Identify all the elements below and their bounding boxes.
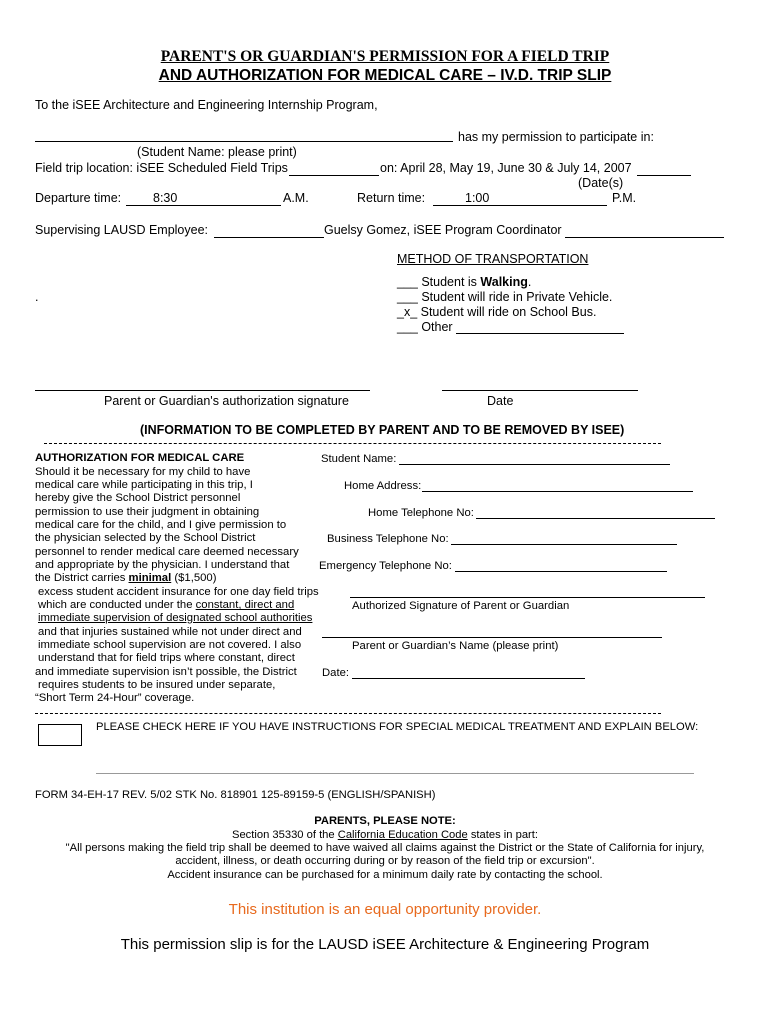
section-reference — [0, 829, 770, 841]
trip-dates-line — [637, 175, 691, 176]
section-prefix: Section 35330 of the — [231, 829, 338, 841]
medical-line: understand that for field trips where constant, direct — [38, 652, 295, 664]
auth-signature-label: Authorized Signature of Parent or Guardian — [352, 600, 570, 612]
option-other[interactable]: ___ Other — [397, 320, 453, 334]
medical-line: immediate school supervision are not covered. I also — [38, 639, 302, 651]
signature-date-label: Date — [487, 394, 514, 408]
medical-line: and that injuries sustained while not under direct and — [38, 626, 302, 638]
option-walking-prefix: ___ Student is — [397, 275, 481, 289]
guardian-name-label: Parent or Guardian’s Name (please print) — [352, 640, 559, 652]
parent-signature-field[interactable] — [35, 390, 370, 391]
home-phone-field[interactable] — [476, 518, 715, 519]
student-name-contact-field[interactable] — [399, 464, 670, 465]
equal-opportunity-statement: This institution is an equal opportunity provider. — [228, 901, 542, 918]
california-education-code: California Education Code — [337, 829, 468, 841]
departure-time-field[interactable] — [126, 205, 281, 206]
info-heading: (INFORMATION TO BE COMPLETED BY PARENT AND TO BE REMOVED BY ISEE) — [140, 423, 625, 437]
medical-line: and immediate supervision isn’t possible, the District — [35, 666, 297, 678]
auth-signature-field[interactable] — [350, 597, 705, 598]
medical-line: the physician selected by the School District — [35, 532, 256, 544]
permission-text: has my permission to participate in: — [458, 130, 654, 144]
medical-line: personnel to render medical care deemed necessary — [35, 546, 299, 558]
dates-label: (Date(s) — [578, 176, 624, 190]
addressee: To the iSEE Architecture and Engineering Internship Program, — [35, 98, 378, 112]
conducted-prefix: which are conducted under the — [38, 599, 196, 611]
student-name-field[interactable] — [35, 141, 453, 142]
footer-statement: This permission slip is for the LAUSD iSEE Architecture & Engineering Program — [120, 936, 650, 953]
contact-date-label: Date: — [322, 667, 350, 679]
signature-date-field[interactable] — [442, 390, 638, 391]
home-phone-label: Home Telephone No: — [368, 507, 474, 519]
business-phone-field[interactable] — [451, 544, 677, 545]
medical-line-conducted — [38, 599, 294, 612]
home-address-field[interactable] — [422, 491, 693, 492]
conducted-underlined: constant, direct and — [195, 599, 295, 611]
option-walking-suffix: . — [527, 275, 532, 289]
special-treatment-checkbox[interactable] — [38, 724, 82, 746]
trip-dates: on: April 28, May 19, June 30 & July 14, 2007 — [380, 161, 632, 175]
cut-line-top — [44, 443, 661, 444]
option-walking-bold: Walking — [480, 275, 528, 289]
option-walking[interactable] — [397, 275, 531, 289]
contact-date-field[interactable] — [352, 678, 585, 679]
transportation-heading: METHOD OF TRANSPORTATION — [397, 252, 589, 266]
supervisor-label: Supervising LAUSD Employee: — [35, 223, 208, 237]
am-label: A.M. — [283, 191, 309, 205]
pm-label: P.M. — [612, 191, 637, 205]
medical-line-district — [35, 572, 216, 585]
special-treatment-explain-field[interactable] — [96, 773, 694, 774]
emergency-phone-label: Emergency Telephone No: — [319, 560, 452, 572]
form-number: FORM 34-EH-17 REV. 5/02 STK No. 818901 125-89159-5 (ENGLISH/SPANISH) — [35, 789, 436, 801]
stray-mark: . — [35, 290, 39, 304]
medical-line: hereby give the School District personnel — [35, 492, 241, 504]
cut-line-bottom — [35, 713, 661, 714]
district-minimal: minimal — [128, 572, 172, 584]
medical-heading: AUTHORIZATION FOR MEDICAL CARE — [35, 452, 245, 464]
medical-line: permission to use their judgment in obtaining — [35, 506, 260, 518]
quote-line-1: "All persons making the field trip shall be deemed to have waived all claims against the District or the State of California for injury, — [65, 842, 705, 854]
medical-line: Should it be necessary for my child to have — [35, 466, 251, 478]
medical-line: requires students to be insured under separate, — [38, 679, 276, 691]
form-title-line2: AND AUTHORIZATION FOR MEDICAL CARE – IV.D. TRIP SLIP — [158, 67, 612, 84]
emergency-phone-field[interactable] — [455, 571, 667, 572]
special-treatment-text: PLEASE CHECK HERE IF YOU HAVE INSTRUCTIONS FOR SPECIAL MEDICAL TREATMENT AND EXPLAIN BELOW: — [96, 721, 699, 733]
supervisor-value: Guelsy Gomez, iSEE Program Coordinator — [324, 223, 562, 237]
option-school-bus[interactable]: _x_ Student will ride on School Bus. — [397, 305, 597, 319]
medical-line-immediate: immediate supervision of designated school authorities — [38, 612, 313, 624]
return-time-value: 1:00 — [465, 191, 490, 205]
quote-line-2: accident, illness, or death occurring during or by reason of the field trip or excursion". — [175, 855, 595, 867]
medical-line: medical care for the child, and I give permission to — [35, 519, 287, 531]
return-time-field[interactable] — [433, 205, 607, 206]
student-name-label: (Student Name: please print) — [137, 145, 297, 159]
student-name-contact-label: Student Name: — [321, 453, 397, 465]
district-suffix: ($1,500) — [171, 572, 217, 584]
supervisor-line-1 — [214, 237, 324, 238]
trip-location-line — [289, 175, 379, 176]
business-phone-label: Business Telephone No: — [327, 533, 449, 545]
insurance-line: Accident insurance can be purchased for a minimum daily rate by contacting the school. — [167, 869, 603, 881]
home-address-label: Home Address: — [344, 480, 422, 492]
guardian-name-field[interactable] — [322, 637, 662, 638]
parent-signature-label: Parent or Guardian's authorization signature — [104, 394, 349, 408]
option-private-vehicle[interactable]: ___ Student will ride in Private Vehicle. — [397, 290, 613, 304]
trip-location-label: Field trip location: iSEE Scheduled Field Trips — [35, 161, 288, 175]
supervisor-line-2 — [565, 237, 724, 238]
departure-time-value: 8:30 — [153, 191, 178, 205]
medical-line: “Short Term 24-Hour” coverage. — [35, 692, 195, 704]
medical-line: and appropriate by the physician. I understand that — [35, 559, 290, 571]
medical-line: medical care while participating in this trip, I — [35, 479, 253, 491]
district-prefix: the District carries — [35, 572, 129, 584]
return-time-label: Return time: — [357, 191, 426, 205]
note-heading: PARENTS, PLEASE NOTE: — [314, 815, 456, 827]
departure-time-label: Departure time: — [35, 191, 122, 205]
medical-line-excess: excess student accident insurance for one day field trips — [38, 586, 319, 598]
other-field[interactable] — [456, 333, 624, 334]
form-title-line1: PARENT'S OR GUARDIAN'S PERMISSION FOR A FIELD TRIP — [160, 48, 610, 65]
section-suffix: states in part: — [467, 829, 538, 841]
